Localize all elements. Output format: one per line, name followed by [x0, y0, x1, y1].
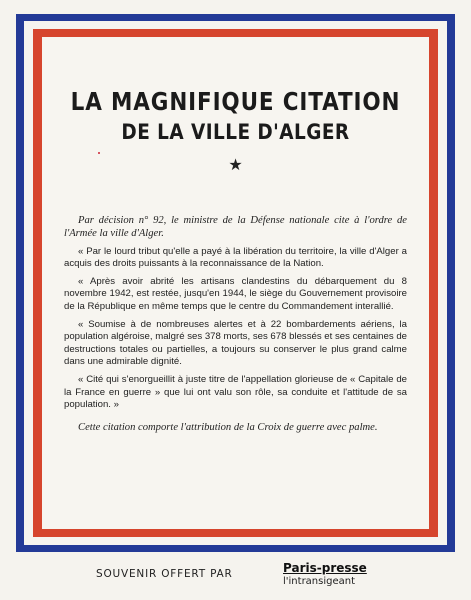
poster-content	[42, 37, 429, 529]
brand-subtitle: l'intransigeant	[283, 576, 356, 587]
citation-paragraph: « Après avoir abrité les artisans clandestins du débarquement du 8 novembre 1942, est restée, jusqu'en 1944, le siège du Gouvernement provisoire de la République en même temps que le centre du Commandement interallié.	[64, 275, 407, 312]
citation-closing: Cette citation comporte l'attribution de la Croix de guerre avec palme.	[78, 421, 378, 433]
poster-title: LA MAGNIFIQUE CITATION	[70, 87, 401, 116]
star-ornament: ★	[228, 157, 243, 174]
poster-subtitle: DE LA VILLE D'ALGER	[121, 120, 350, 144]
citation-text	[64, 215, 407, 440]
poster-footer	[0, 557, 471, 597]
ink-speck	[98, 152, 100, 154]
citation-intro: Par décision n° 92, le ministre de la Défense nationale cite à l'ordre de l'Armée la ville d'Alger.	[64, 215, 407, 239]
citation-paragraph: « Par le lourd tribut qu'elle a payé à la libération du territoire, la ville d'Alger a acquis des droits puissants à la reconnaissance de la Nation.	[64, 245, 407, 270]
brand-name: Paris-presse	[283, 561, 367, 575]
citation-paragraph: « Soumise à de nombreuses alertes et à 22 bombardements aériens, la population algéroise, malgré ses 378 morts, ses 678 blessés et ses centaines de destructions totales ou partielles, a toujours su conserver le plus grand calme dans une admirable dignité.	[64, 318, 407, 368]
citation-paragraph: « Cité qui s'enorgueillit à juste titre de l'appellation glorieuse de « Capitale de la France en guerre » que lui ont valu son rôle, sa conduite et l'attitude de sa population. »	[64, 373, 407, 411]
newspaper-logo	[283, 561, 367, 587]
souvenir-label: SOUVENIR OFFERT PAR	[96, 568, 233, 580]
